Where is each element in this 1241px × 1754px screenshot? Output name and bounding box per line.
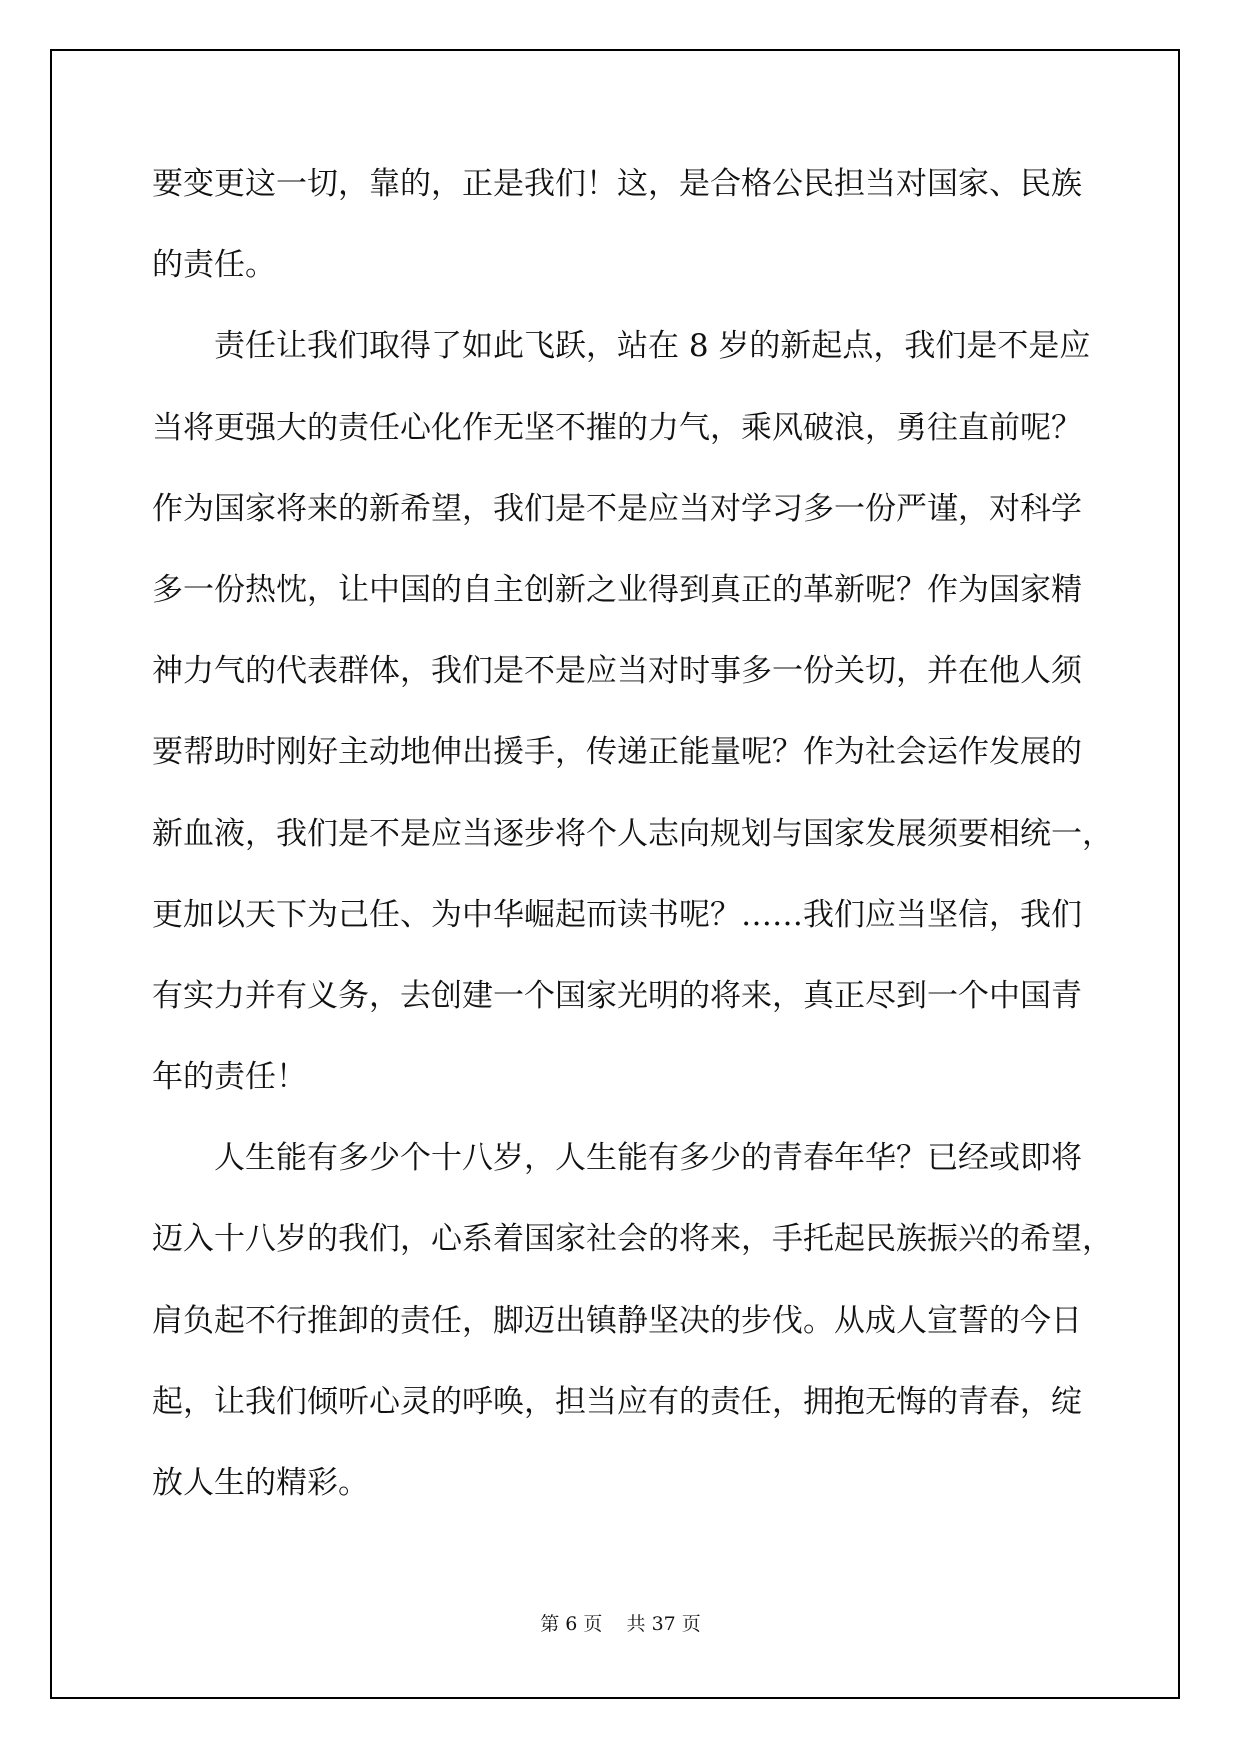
- body-line-4: 当将更强大的责任心化作无坚不摧的力气，乘风破浪，勇往直前呢？: [152, 409, 1082, 446]
- body-line-2: 的责任。: [152, 247, 276, 284]
- body-line-6: 多一份热忱，让中国的自主创新之业得到真正的革新呢？作为国家精: [152, 571, 1082, 608]
- body-line-5: 作为国家将来的新希望，我们是不是应当对学习多一份严谨，对科学: [152, 490, 1082, 527]
- body-line-12: 年的责任！: [152, 1059, 307, 1096]
- page-total: 共 37 页: [626, 1613, 701, 1635]
- body-line-15: 肩负起不行推卸的责任，脚迈出镇静坚决的步伐。从成人宣誓的今日: [152, 1302, 1082, 1339]
- body-line-11: 有实力并有义务，去创建一个国家光明的将来，真正尽到一个中国青: [152, 977, 1082, 1014]
- body-line-10: 更加以天下为己任、为中华崛起而读书呢？……我们应当坚信，我们: [152, 896, 1082, 933]
- body-line-1: 要变更这一切，靠的，正是我们！这，是合格公民担当对国家、民族: [152, 166, 1082, 202]
- page-footer: [0, 1609, 1241, 1636]
- body-line-3: 责任让我们取得了如此飞跃，站在 8 岁的新起点，我们是不是应: [214, 328, 1091, 365]
- body-line-16: 起，让我们倾听心灵的呼唤，担当应有的责任，拥抱无悔的青春，绽: [152, 1383, 1082, 1420]
- body-line-8: 要帮助时刚好主动地伸出援手，传递正能量呢？作为社会运作发展的: [152, 734, 1082, 771]
- body-line-9: 新血液，我们是不是应当逐步将个人志向规划与国家发展须要相统一，: [152, 815, 1113, 852]
- body-line-14: 迈入十八岁的我们，心系着国家社会的将来，手托起民族振兴的希望，: [152, 1221, 1113, 1258]
- page-number: 第 6 页: [540, 1613, 603, 1635]
- body-line-17: 放人生的精彩。: [152, 1465, 369, 1501]
- body-line-13: 人生能有多少个十八岁，人生能有多少的青春年华？已经或即将: [214, 1140, 1082, 1177]
- document-body: [152, 164, 1113, 1504]
- body-line-7: 神力气的代表群体，我们是不是应当对时事多一份关切，并在他人须: [152, 653, 1082, 690]
